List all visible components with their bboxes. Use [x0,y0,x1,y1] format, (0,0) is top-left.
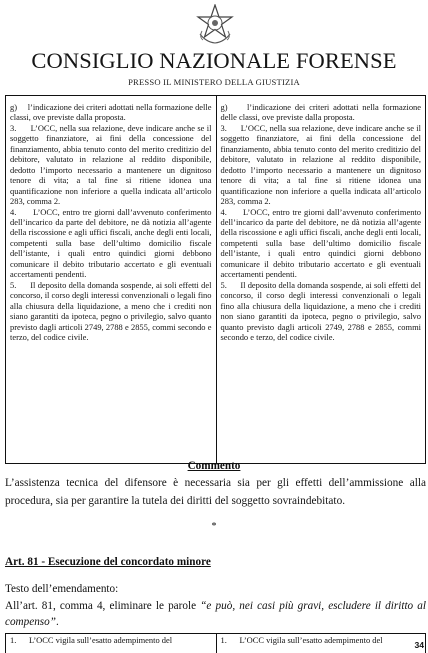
comparison-table-continued [5,633,426,653]
table-paragraph: 4. L’OCC, entro tre giorni dall’avvenuto conferimento dell’incarico da parte del debitore, ne dà notizia all’agente della riscossione e agli uffici fiscali, anche degli enti locali, competenti sulla base dell’ultimo domicilio fiscale dell’istante, i quali entro quindici giorni debbono comunicare il debito tributario accertato e gli eventuali accertamenti pendenti. [220,206,421,280]
table-paragraph: 4. L’OCC, entro tre giorni dall’avvenuto conferimento dell’incarico da parte del debitore, ne dà notizia all’agente della riscossione e agli uffici fiscali, anche degli enti locali, competenti sulla base dell’ultimo domicilio fiscale dell’istante, i quali entro quindici giorni debbono comunicare il debito tributario accertato e gli eventuali accertamenti pendenti. [10,206,212,280]
commento-heading: Commento [187,460,241,472]
table-paragraph: 5. Il deposito della domanda sospende, ai soli effetti del concorso, il corso degli interessi convenzionali o legali fino alla chiusura della liquidazione, a meno che i crediti non siano garantiti da ipoteca, pegno o privilegio, salvo quanto previsto dagli articoli 2749, 2788 e 2855, commi secondo e terzo, del codice civile. [10,279,212,342]
table-cell: 1. L’OCC vigila sull’esatto adempimento del [216,634,426,653]
table-paragraph: 3. L’OCC, nella sua relazione, deve indicare anche se il soggetto finanziatore, ai fini della concessione del finanziamento, abbia tenuto conto del merito creditizio del debitore, valutato in relazione al reddito disponibile, dedotto l’importo necessario a mantenere un dignitoso tenore di vita; a tal fine si ritiene idonea una quantificazione non inferiore a quella indicata all’articolo 283, comma 2. [10,122,212,207]
table-paragraph: g) l’indicazione dei criteri adottati nella formazione delle classi, ove previste dalla proposta. [10,102,212,123]
table-paragraph: g) l’indicazione dei criteri adottati nella formazione delle classi, ove previste dalla proposta. [220,102,421,123]
amendment-text [5,598,426,630]
republic-emblem-icon [196,4,234,44]
amendment-suffix: . [55,616,59,628]
article-title: Art. 81 - Esecuzione del concordato minore [5,556,211,568]
page-number: 34 [411,640,424,650]
table-cell: 1. L’OCC vigila sull’esatto adempimento del [10,635,173,645]
amendment-label: Testo dell’emendamento: [5,583,119,595]
table-paragraph: 5. Il deposito della domanda sospende, ai soli effetti del concorso, il corso degli interessi convenzionali o legali fino alla chiusura della liquidazione, a meno che i crediti non siano garantiti da ipoteca, pegno o privilegio, salvo quanto previsto dagli articoli 2749, 2788 e 2855, commi secondo e terzo, del codice civile. [220,279,421,342]
table-column-amended [216,96,426,463]
section-separator: * [211,521,217,532]
page-title: CONSIGLIO NAZIONALE FORENSE [31,48,397,73]
page-subtitle: PRESSO IL MINISTERO DELLA GIUSTIZIA [128,77,300,87]
table-column-original [6,96,216,463]
amendment-prefix: All’art. 81, comma 4, eliminare le parole [5,600,201,612]
commento-text: L’assistenza tecnica del difensore è necessaria sia per gli effetti dell’ammissione alla procedura, sia per garantire la tutela dei diritti del soggetto sovraindebitato. [5,477,426,507]
comparison-table [5,95,426,464]
table-paragraph: 3. L’OCC, nella sua relazione, deve indicare anche se il soggetto finanziatore, ai fini della concessione del finanziamento, abbia tenuto conto del merito creditizio del debitore, valutato in relazione al reddito disponibile, dedotto l’importo necessario a mantenere un dignitoso tenore di vita; a tal fine si ritiene idonea una quantificazione non inferiore a quella indicata all’articolo 283, comma 2. [220,122,421,207]
amendment-quote: “e può, nei casi più gravi, escludere il diritto al compenso” [5,600,426,628]
